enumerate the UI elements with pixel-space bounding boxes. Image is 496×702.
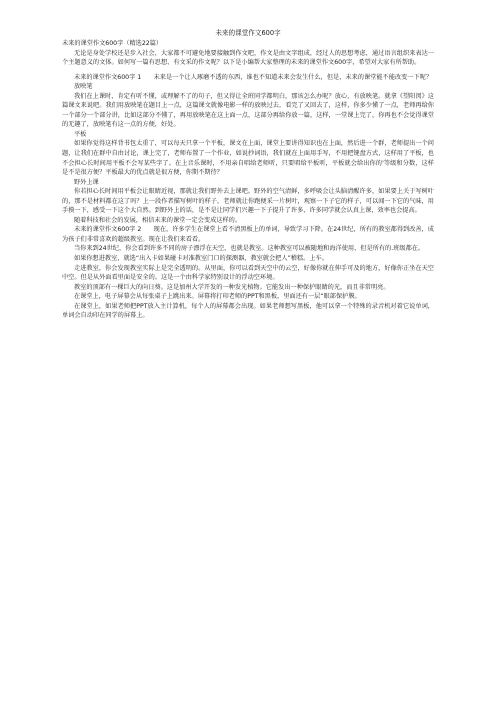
essay-1-heading-outdoor: 野外上课 [74, 178, 99, 186]
essay-1-lead: 未来的课堂作文600字 1 未来是一个让人琢磨不透的东西，谁也不知道未来会发生什么，但是，未来的课堂能不能改变一下呢？ [74, 73, 433, 81]
essay-1-heading-tablet: 平板 [74, 130, 87, 138]
essay-2-paragraph-3: 走进教室，你会发现教室实际上是完全透明的。从里面，你可以看到天空中的云空，好像你就在伸手可及的地方，好像你正坐在天空中空。但是从外面看里面是安全的。这是一个由科学家特别设计的浮动空环境。 [62, 264, 434, 282]
essay-1-paragraph-outdoor: 你若担心长时间用平板会让眼睛近视，那就让我们野外去上课吧。野外的空气清鲜，多呼吸会让头脑清醒许多，如果要上关于写树叶的，那不是材料都在这了吗？上一段作者描写树叶的样子，老师就让你跑便采一片树叶，观察一下子它的样子，可以闻一下它的气味，用手摸一下，感受一下这个大自然。到野外上的话，是不是让同学们兴趣一下子提升了许多，许多同学就会认真上课，效率也会提高。 [62, 188, 434, 215]
essay-2-paragraph-2: 如果你想进教室，就选“出入卡如果碰卡对准教室门口的探测器，教室就会把人”稽糕。上车。 [74, 255, 328, 263]
essay-1-heading-projector-pen: 放映笔 [74, 83, 93, 91]
essay-1-paragraph-projector-pen: 我们在上课时，肯定有听不懂，或理解不了的句子，但又得让全班同学都明白，那该怎么办呢？放心，有放映笔。就拿《望阳闵》这篇课文来说吧。我们用放映笔在题目上一点，这篇课文就像电影一样的放映过去，看完了又回去了，这样，你多少懂了一点，老师再给你一个部分一个部分讲，比如这部分不懂了，再用放映笔在这上面一点，这部分再给你放一篇，这样，一堂课上完了，你再也不会觉得课堂的无趣了，放映笔有这一点的方便，好处。 [62, 92, 434, 129]
page-title: 未来的课堂作文600字 [215, 29, 281, 37]
essay-1-conclusion: 随着科技和社会的发展，相信未来的课堂一定会变成这样的。 [74, 216, 242, 224]
essay-1-paragraph-tablet: 如果你觉得这样背书包太重了，可以每天只拿一个平板，课文在上面，课堂上要讲得知识也在上面，然后进一个群，老师提出一个问题，让我们在群中自由讨论，课上完了，老师布置了一个作业，如说抄词语，我们就在上面用手写，不用把键盘方式，这样用了平板，也不会担心长时间用平板不会写某些字了。在上音乐课时，不用亲自唱给老师听，只要唱给平板听，平板就会给出你的'等级和分数，这样是不是很方便？平板最大的优点就是很方便，你期不期待？ [62, 140, 434, 177]
essay-2-paragraph-4: 教室的顶部有一棵巨大的向日葵。这是加州大学开发的一种发光植物。它能发出一种保护眼睛的光，而且非常明亮。 [74, 283, 390, 291]
essay-2-paragraph-6: 在课堂上，如果老师把PPT放入主计算机，每个人的屏幕都会出现。如果老师想写黑板，他可以拿一个特殊的录音机对着它说单词，单词会自动印在同学的屏幕上。 [62, 302, 434, 320]
intro-paragraph: 无论是身处学校还是步入社会，大家都不可避免地要接触到作文吧，作文是由文字组成，经过人的思想考虑，通过语言组织来表达一个主题意义的文体。如何写一篇有思想、有文采的作文呢？以下是小编帮大家整理的未来的课堂作文600字，希望对大家有所帮助。 [62, 49, 434, 67]
document-subtitle: 未来的课堂作文600字（精选22篇） [62, 40, 163, 47]
essay-2-paragraph-1: 当你来到24世纪，你会看到许多不同的房子漂浮在天空，也就是教室。这种教室可以被随地和海洋使用，但是所有的.班级都在。 [74, 245, 425, 253]
essay-2-lead: 未来的课堂作文600字 2 现在，许多学生在课堂上看不清黑板上的单词，导致学习下降。在24世纪，所有的教室都得到改善，成为孩子们非常喜欢的超级教室。现在让我们来看看。 [62, 226, 434, 243]
essay-2-paragraph-5: 在课堂上，电子屏幕会从每张桌子上跳出来。屏幕将打印老师的PPT和黑板，里面还有一层“眼部保护膜。 [74, 293, 361, 301]
document-page [62, 28, 434, 321]
